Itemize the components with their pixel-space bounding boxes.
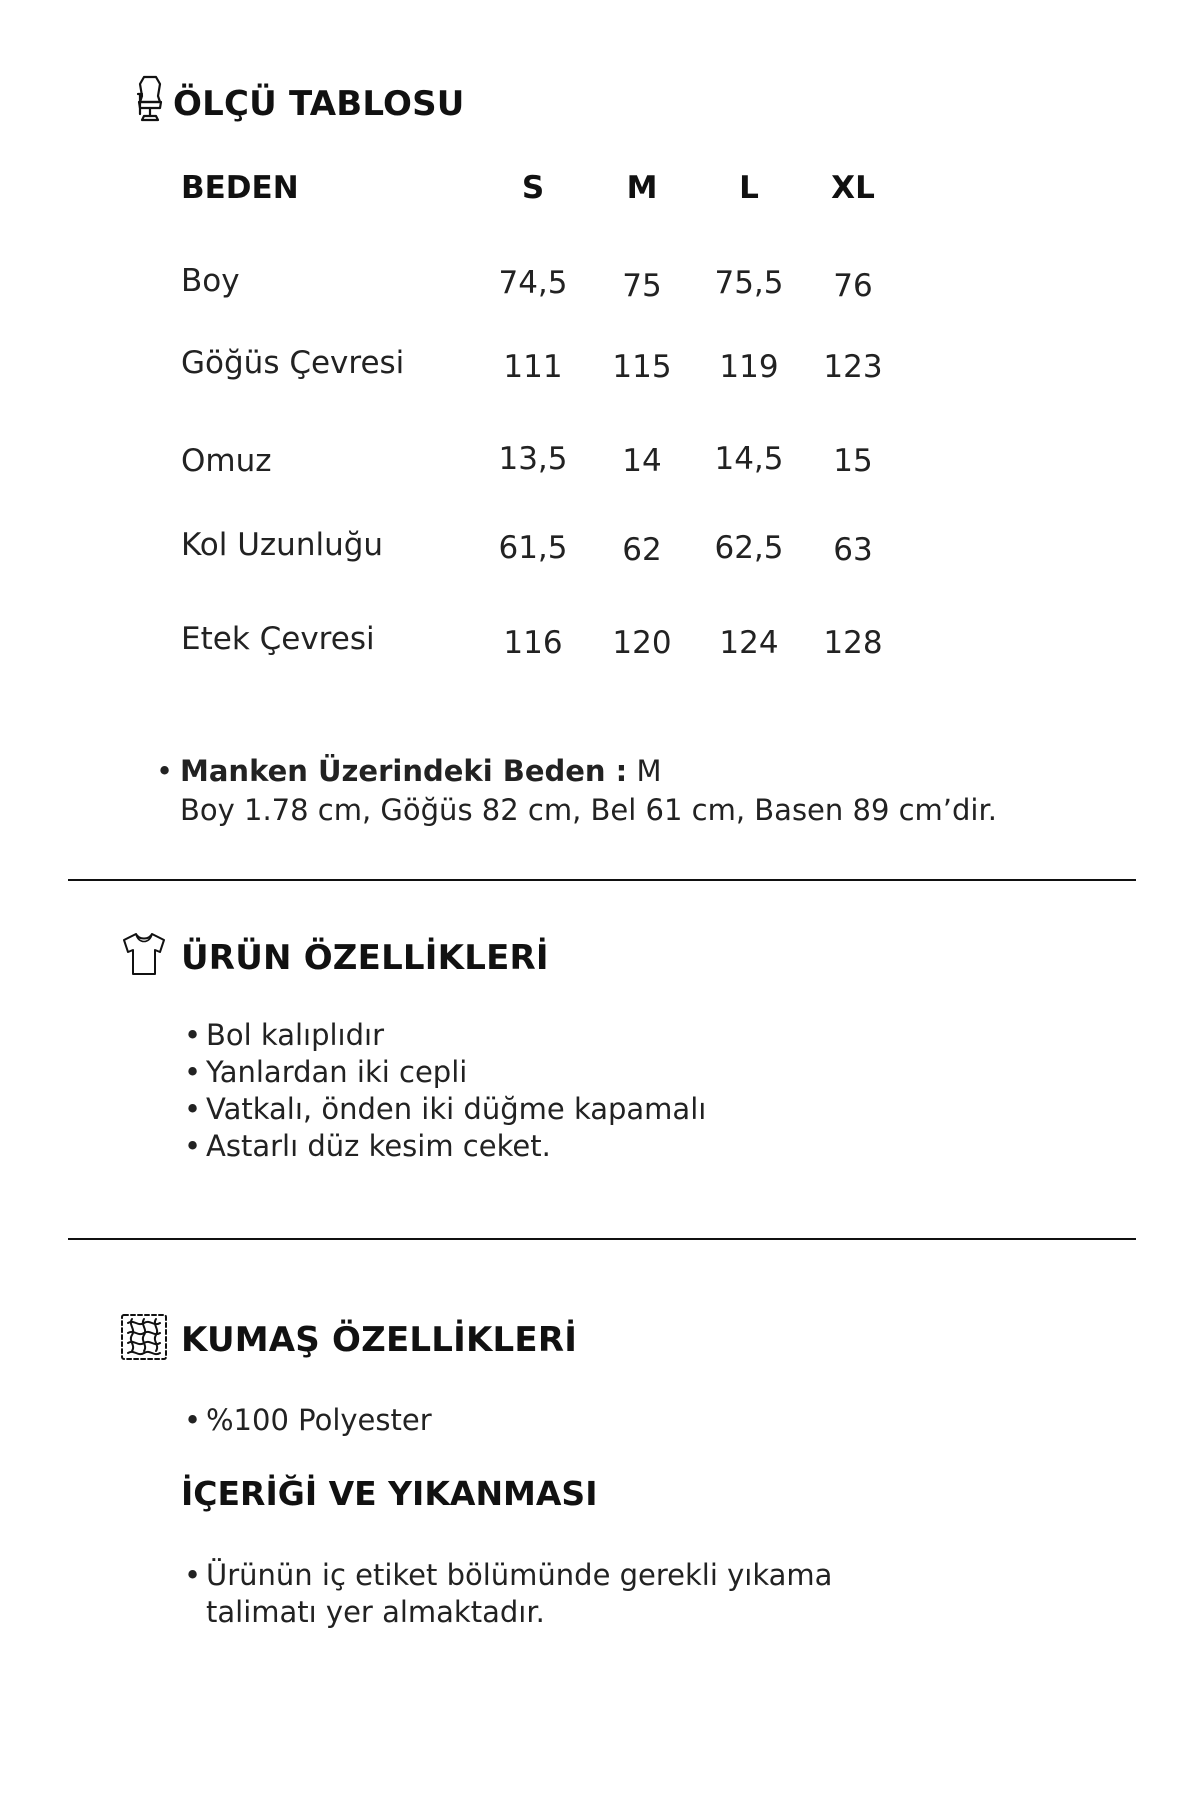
cell-l: 14,5 xyxy=(714,441,784,477)
model-size-label: Manken Üzerindeki Beden : xyxy=(180,754,628,788)
divider xyxy=(68,879,1136,881)
care-line xyxy=(184,1557,832,1594)
product-features-title: ÜRÜN ÖZELLİKLERİ xyxy=(181,938,549,978)
bullet: • xyxy=(184,1558,202,1592)
tshirt-icon xyxy=(120,931,168,977)
model-size-value: M xyxy=(636,754,662,788)
list-item: • Astarlı düz kesim ceket. xyxy=(184,1128,706,1165)
size-header-s: S xyxy=(521,170,545,206)
cell-m: 75 xyxy=(622,268,662,304)
cell-l: 124 xyxy=(719,625,779,661)
cell-s: 61,5 xyxy=(498,530,568,566)
size-chart-title: ÖLÇÜ TABLOSU xyxy=(173,84,465,124)
care-line-2: talimatı yer almaktadır. xyxy=(206,1595,545,1629)
cell-m: 14 xyxy=(622,443,662,479)
fabric-features-list xyxy=(184,1402,432,1439)
list-item: • Vatkalı, önden iki düğme kapamalı xyxy=(184,1091,706,1128)
cell-m: 115 xyxy=(612,349,672,385)
divider xyxy=(68,1238,1136,1240)
fabric-features-title: KUMAŞ ÖZELLİKLERİ xyxy=(181,1320,578,1360)
cell-xl: 76 xyxy=(833,268,873,304)
row-label: Boy xyxy=(181,263,240,299)
care-instructions xyxy=(184,1557,832,1631)
care-line-1: Ürünün iç etiket bölümünde gerekli yıkama xyxy=(206,1558,833,1592)
product-features-list xyxy=(184,1017,706,1165)
list-item: • Bol kalıplıdır xyxy=(184,1017,706,1054)
list-item: • %100 Polyester xyxy=(184,1402,432,1439)
cell-s: 74,5 xyxy=(498,265,568,301)
cell-xl: 123 xyxy=(823,349,883,385)
cell-l: 75,5 xyxy=(714,265,784,301)
size-header-xl: XL xyxy=(831,170,875,206)
fabric-weave-icon xyxy=(120,1313,168,1361)
size-header-l: L xyxy=(739,170,759,206)
list-item: • Yanlardan iki cepli xyxy=(184,1054,706,1091)
row-label: Omuz xyxy=(181,443,272,479)
care-line xyxy=(184,1594,832,1631)
cell-s: 116 xyxy=(503,625,563,661)
cell-s: 111 xyxy=(503,349,563,385)
row-label: Kol Uzunluğu xyxy=(181,527,384,563)
cell-s: 13,5 xyxy=(498,441,568,477)
care-title: İÇERİĞİ VE YIKANMASI xyxy=(181,1474,598,1513)
model-size-line xyxy=(156,753,662,790)
cell-m: 120 xyxy=(612,625,672,661)
row-label: Etek Çevresi xyxy=(181,621,375,657)
bullet: • xyxy=(156,754,174,788)
cell-l: 62,5 xyxy=(714,530,784,566)
size-header-label: BEDEN xyxy=(181,170,299,206)
cell-xl: 63 xyxy=(833,532,873,568)
cell-m: 62 xyxy=(622,532,662,568)
size-header-m: M xyxy=(626,170,658,206)
cell-xl: 128 xyxy=(823,625,883,661)
mannequin-icon xyxy=(134,74,166,124)
model-measurements: Boy 1.78 cm, Göğüs 82 cm, Bel 61 cm, Basen 89 cm’dir. xyxy=(180,793,997,827)
cell-xl: 15 xyxy=(833,443,873,479)
row-label: Göğüs Çevresi xyxy=(181,345,405,381)
cell-l: 119 xyxy=(719,349,779,385)
